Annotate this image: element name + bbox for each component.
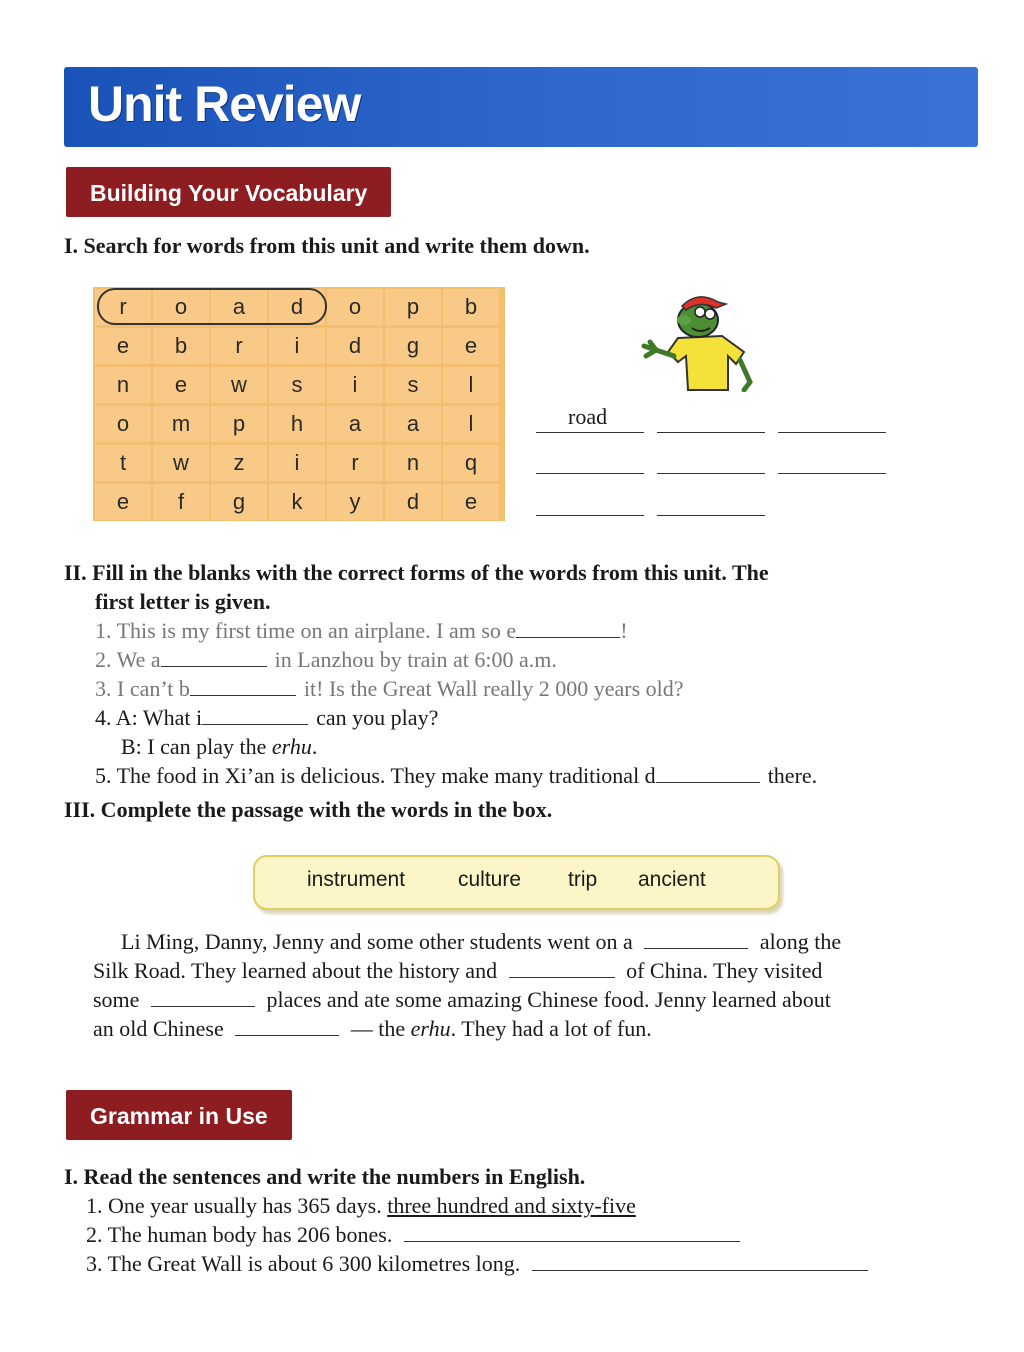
sentence-3-blank[interactable] bbox=[532, 1269, 868, 1271]
question-2-end: in Lanzhou by train at 6:00 a.m. bbox=[274, 647, 557, 672]
sentence-1-text: 1. One year usually has 365 days. bbox=[86, 1193, 382, 1218]
exercise-2-heading-line1: II. Fill in the blanks with the correct forms of the words from this unit. The bbox=[64, 560, 769, 585]
cartoon-character-illustration bbox=[636, 290, 762, 392]
passage-line-1-text: Li Ming, Danny, Jenny and some other students went on a bbox=[121, 929, 633, 954]
grid-cell-r3-c0: o bbox=[95, 406, 151, 442]
answer-1-text: road bbox=[568, 404, 608, 429]
grid-cell-r0-c2: a bbox=[211, 289, 267, 325]
passage-line-4-text: an old Chinese bbox=[93, 1016, 224, 1041]
grid-cell-r2-c0: n bbox=[95, 367, 151, 403]
question-4-blank[interactable] bbox=[202, 723, 308, 725]
answer-line-7[interactable] bbox=[536, 514, 644, 516]
grid-cell-r3-c1: m bbox=[153, 406, 209, 442]
grid-cell-r0-c3: d bbox=[269, 289, 325, 325]
grid-cell-r2-c2: w bbox=[211, 367, 267, 403]
answer-line-6[interactable] bbox=[778, 472, 886, 474]
grid-cell-r4-c2: z bbox=[211, 445, 267, 481]
section-tab-grammar: Grammar in Use bbox=[66, 1090, 292, 1140]
grid-cell-r4-c3: i bbox=[269, 445, 325, 481]
grid-cell-r0-c1: o bbox=[153, 289, 209, 325]
passage-line-3-text: some bbox=[93, 987, 140, 1012]
question-4-reply-end: . bbox=[311, 734, 318, 759]
sentence-2-text: 2. The human body has 206 bones. bbox=[86, 1222, 393, 1247]
sentence-3-text: 3. The Great Wall is about 6 300 kilometres long. bbox=[86, 1251, 521, 1276]
grid-cell-r3-c5: a bbox=[385, 406, 441, 442]
exercise-2-heading-line2: first letter is given. bbox=[95, 589, 271, 614]
grid-cell-r5-c5: d bbox=[385, 484, 441, 520]
answer-line-5[interactable] bbox=[657, 472, 765, 474]
word-box-item-trip: trip bbox=[568, 868, 598, 891]
passage-blank-4[interactable] bbox=[235, 1034, 339, 1036]
question-5-text: 5. The food in Xi’an is delicious. They make many traditional d bbox=[95, 763, 656, 788]
question-1 bbox=[95, 618, 628, 644]
word-box-item-instrument: instrument bbox=[307, 868, 406, 891]
passage-line-2-end: of China. They visited bbox=[626, 958, 823, 983]
grid-cell-r2-c1: e bbox=[153, 367, 209, 403]
grid-cell-r4-c0: t bbox=[95, 445, 151, 481]
grid-cell-r1-c3: i bbox=[269, 328, 325, 364]
question-3-text: 3. I can’t b bbox=[95, 676, 190, 701]
answer-line-8[interactable] bbox=[657, 514, 765, 516]
passage-blank-2[interactable] bbox=[509, 976, 615, 978]
question-5-end: there. bbox=[767, 763, 818, 788]
grid-cell-r5-c1: f bbox=[153, 484, 209, 520]
sentence-3 bbox=[86, 1251, 868, 1277]
grid-cell-r1-c2: r bbox=[211, 328, 267, 364]
grid-cell-r1-c6: e bbox=[443, 328, 499, 364]
question-4-text: 4. A: What i bbox=[95, 705, 203, 730]
question-5-blank[interactable] bbox=[656, 781, 760, 783]
grid-cell-r4-c6: q bbox=[443, 445, 499, 481]
question-4-reply-text: B: I can play the bbox=[121, 734, 267, 759]
passage-blank-3[interactable] bbox=[151, 1005, 255, 1007]
grammar-1-heading: I. Read the sentences and write the numbers in English. bbox=[64, 1164, 586, 1189]
grid-cell-r3-c3: h bbox=[269, 406, 325, 442]
word-box-item-ancient: ancient bbox=[638, 868, 706, 891]
question-4 bbox=[95, 705, 438, 731]
passage-line-3-end: places and ate some amazing Chinese food. Jenny learned about bbox=[266, 987, 831, 1012]
passage-line-4-end: . They had a lot of fun. bbox=[450, 1016, 652, 1041]
word-box bbox=[253, 855, 780, 910]
title-banner bbox=[64, 67, 978, 147]
grid-cell-r2-c5: s bbox=[385, 367, 441, 403]
question-4-reply-italic: erhu bbox=[271, 734, 312, 759]
grid-cell-r1-c5: g bbox=[385, 328, 441, 364]
question-2 bbox=[95, 647, 557, 673]
question-5 bbox=[95, 763, 817, 789]
question-2-blank[interactable] bbox=[161, 665, 267, 667]
grid-cell-r3-c6: l bbox=[443, 406, 499, 442]
page-title: Unit Review bbox=[88, 76, 361, 132]
passage-line-4-mid: — the bbox=[350, 1016, 406, 1041]
passage-blank-1[interactable] bbox=[644, 947, 748, 949]
sentence-1 bbox=[86, 1193, 636, 1219]
sentence-2-blank[interactable] bbox=[404, 1240, 740, 1242]
exercise-1-heading: I. Search for words from this unit and write them down. bbox=[64, 233, 590, 258]
question-3-end: it! Is the Great Wall really 2 000 years old? bbox=[303, 676, 684, 701]
question-1-text: 1. This is my first time on an airplane. I am so e bbox=[95, 618, 517, 643]
passage-line-1-end: along the bbox=[759, 929, 842, 954]
passage-line-1 bbox=[121, 929, 841, 955]
grid-cell-r4-c4: r bbox=[327, 445, 383, 481]
answer-line-2[interactable] bbox=[657, 431, 765, 433]
passage-line-2 bbox=[93, 958, 822, 984]
grid-cell-r0-c6: b bbox=[443, 289, 499, 325]
grid-cell-r5-c0: e bbox=[95, 484, 151, 520]
grid-cell-r4-c1: w bbox=[153, 445, 209, 481]
question-4-end: can you play? bbox=[316, 705, 439, 730]
passage-line-2-text: Silk Road. They learned about the history and bbox=[93, 958, 498, 983]
word-circle-road bbox=[97, 288, 327, 325]
grid-cell-r2-c6: l bbox=[443, 367, 499, 403]
answer-line-1[interactable] bbox=[536, 431, 644, 433]
question-1-end: ! bbox=[620, 618, 628, 643]
passage-line-4 bbox=[93, 1016, 652, 1042]
grid-cell-r2-c3: s bbox=[269, 367, 325, 403]
section-tab-vocabulary: Building Your Vocabulary bbox=[66, 167, 391, 217]
grid-cell-r1-c4: d bbox=[327, 328, 383, 364]
word-box-item-culture: culture bbox=[458, 868, 522, 891]
grid-cell-r0-c5: p bbox=[385, 289, 441, 325]
question-4-reply bbox=[121, 734, 317, 760]
passage-line-4-italic: erhu bbox=[410, 1016, 451, 1041]
answer-line-3[interactable] bbox=[778, 431, 886, 433]
grid-cell-r1-c0: e bbox=[95, 328, 151, 364]
answer-line-4[interactable] bbox=[536, 472, 644, 474]
sentence-1-answer: three hundred and sixty-five bbox=[387, 1193, 636, 1218]
grid-cell-r5-c4: y bbox=[327, 484, 383, 520]
grid-cell-r0-c4: o bbox=[327, 289, 383, 325]
question-2-text: 2. We a bbox=[95, 647, 161, 672]
grid-cell-r0-c0: r bbox=[95, 289, 151, 325]
grid-cell-r5-c3: k bbox=[269, 484, 325, 520]
grid-cell-r2-c4: i bbox=[327, 367, 383, 403]
question-3 bbox=[95, 676, 684, 702]
exercise-3-heading: III. Complete the passage with the words in the box. bbox=[64, 797, 553, 822]
question-3-blank[interactable] bbox=[190, 694, 296, 696]
grid-cell-r3-c4: a bbox=[327, 406, 383, 442]
passage-line-3 bbox=[93, 987, 831, 1013]
grid-cell-r5-c2: g bbox=[211, 484, 267, 520]
grid-cell-r4-c5: n bbox=[385, 445, 441, 481]
sentence-2 bbox=[86, 1222, 740, 1248]
grid-cell-r1-c1: b bbox=[153, 328, 209, 364]
grid-cell-r3-c2: p bbox=[211, 406, 267, 442]
grid-cell-r5-c6: e bbox=[443, 484, 499, 520]
question-1-blank[interactable] bbox=[516, 636, 620, 638]
